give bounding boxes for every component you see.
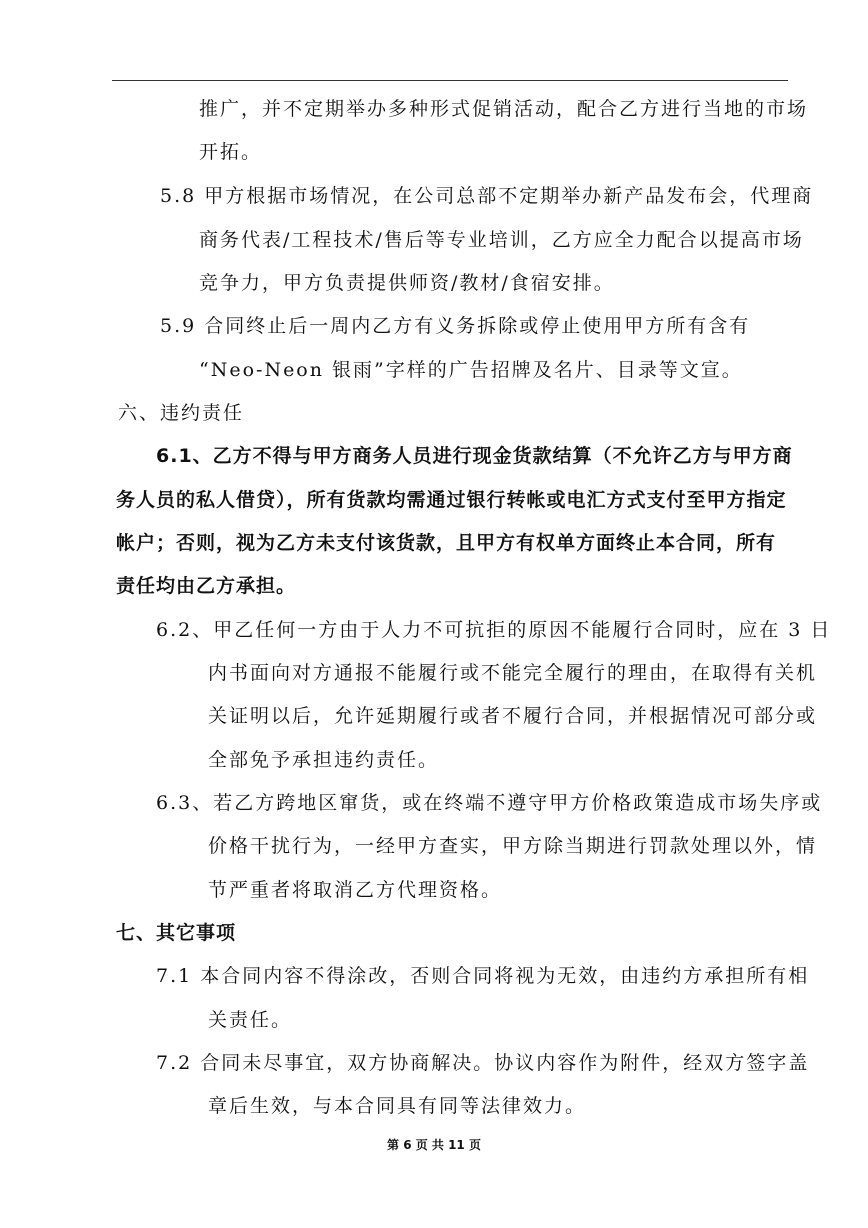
clause-6-3-line-1: 6.3、若乙方跨地区窜货，或在终端不遵守甲方价格政策造成市场失序或 [156,792,823,814]
clause-6-1-line-1: 6.1、乙方不得与甲方商务人员进行现金货款结算（不允许乙方与甲方商 [156,445,793,467]
clause-6-3-line-3: 节严重者将取消乙方代理资格。 [208,879,503,901]
clause-5-7-line-3: 开拓。 [199,141,263,163]
section-6-heading: 六、违约责任 [118,402,245,424]
header-rule [112,80,788,81]
clause-6-2-line-2: 内书面向对方通报不能履行或不能完全履行的理由，在取得有关机 [208,662,818,684]
clause-6-1-line-3: 帐户；否则，视为乙方未支付该货款，且甲方有权单方面终止本合同，所有 [116,532,777,554]
clause-7-2-line-2: 章后生效，与本合同具有同等法律效力。 [208,1095,587,1117]
clause-5-8-line-2: 商务代表/工程技术/售后等专业培训，乙方应全力配合以提高市场 [199,229,804,251]
clause-5-8-line-1: 5.8 甲方根据市场情况，在公司总部不定期举办新产品发布会，代理商 [160,185,814,207]
clause-6-3-line-2: 价格干扰行为，一经甲方查实，甲方除当期进行罚款处理以外，情 [208,835,818,857]
clause-5-9-line-1: 5.9 合同终止后一周内乙方有义务拆除或停止使用甲方所有含有 [160,315,751,337]
clause-7-1-line-1: 7.1 本合同内容不得涂改，否则合同将视为无效，由违约方承担所有相 [156,965,810,987]
clause-6-2-line-4: 全部免予承担违约责任。 [208,749,440,771]
page-footer: 第 6 页 共 11 页 [387,1138,481,1152]
clause-5-7-line-2: 推广，并不定期举办多种形式促销活动，配合乙方进行当地的市场 [199,98,809,120]
clause-6-2-line-3: 关证明以后，允许延期履行或者不履行合同，并根据情况可部分或 [208,705,818,727]
clause-7-1-line-2: 关责任。 [208,1009,293,1031]
section-7-heading: 七、其它事项 [116,922,237,944]
clause-5-8-line-3: 竞争力，甲方负责提供师资/教材/食宿安排。 [199,272,615,294]
clause-5-9-line-2: “Neo-Neon 银雨”字样的广告招牌及名片、目录等文宣。 [199,359,743,381]
clause-6-1-line-4: 责任均由乙方承担。 [116,575,297,597]
clause-6-2-line-1: 6.2、甲乙任何一方由于人力不可抗拒的原因不能履行合同时，应在 3 日 [156,619,832,641]
clause-7-2-line-1: 7.2 合同未尽事宜，双方协商解决。协议内容作为附件，经双方签字盖 [156,1052,810,1074]
clause-6-1-line-2: 务人员的私人借贷），所有货款均需通过银行转帐或电汇方式支付至甲方指定 [116,489,787,511]
